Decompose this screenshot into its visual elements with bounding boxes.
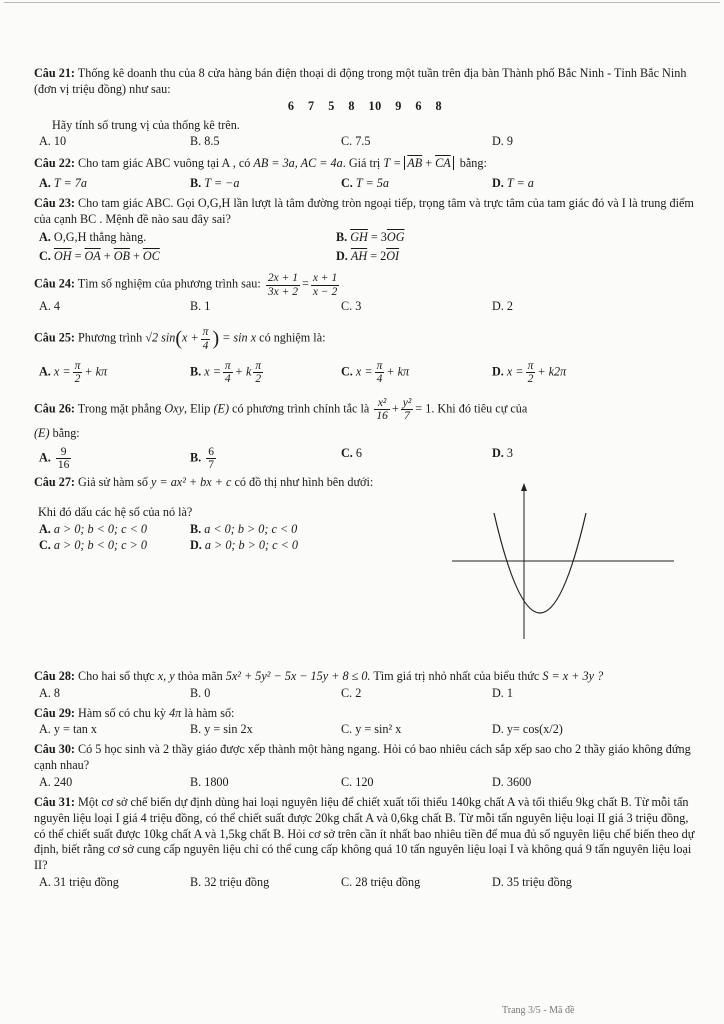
question-stem: Thống kê doanh thu của 8 cửa hàng bán điện thoại di động trong một tuần trên địa bàn Thành phố Bắc Ninh - Tỉnh Bắc Ninh (đơn vị triệu đồng) như sau: [34,66,687,96]
parabola-graph [452,481,674,641]
numerator: 2x + 1 [267,272,298,285]
option-letter: D. [190,538,202,553]
vector-og: $\overline{OG}$ [386,229,405,244]
plus-sign: + [133,248,140,263]
plus-k-pi: + kπ [386,363,410,378]
numerator: π [376,359,383,372]
question-22 [34,156,696,192]
option-letter: A. [39,176,51,191]
option-letter: C. [341,363,353,378]
fraction-y2-7 [401,397,414,422]
question-ask: Hãy tính số trung vị của thống kê trên. [52,117,240,132]
condition: 5x² + 5y² − 5x − 15y + 8 ≤ 0. [225,668,371,683]
question-label: Câu 29: [34,705,75,720]
paren-close: ) [212,328,220,350]
question-31 [34,795,696,891]
condition: AB = 3a, AC = 4a [253,156,343,171]
option-c[interactable]: C. 2 [341,685,362,700]
vector-ob: $\overline{OB}$ [113,248,130,263]
vector-oc: $\overline{OC}$ [142,248,160,263]
fraction-pi-2 [253,360,263,385]
option-b[interactable]: B. y = sin 2x [190,722,253,737]
expr-T: T = [383,156,402,171]
option-c[interactable] [336,360,487,385]
option-text: a > 0; b < 0; c < 0 [53,521,147,536]
option-d[interactable]: D. 3600 [492,774,532,789]
option-d[interactable]: D. y= cos(x/2) [492,722,563,737]
option-d[interactable]: D. 35 triệu đồng [492,875,572,890]
numerator: π [527,359,534,372]
vector-ah: $\overline{AH}$ [350,248,368,263]
option-letter: C. [39,248,51,263]
x-equals: x = [506,363,524,378]
option-c[interactable]: C. y = sin² x [341,722,402,737]
option-text: a > 0; b > 0; c < 0 [204,538,298,553]
x-equals: x = [355,363,373,378]
option-letter: B. [190,521,202,536]
vector-oi: $\overline{OI}$ [386,248,400,263]
denominator: 16 [376,409,388,422]
answer-options-row-1 [34,230,696,246]
inner-expression: x + [181,330,199,345]
denominator: 3x + 2 [267,285,298,298]
question-23 [34,196,696,264]
option-d[interactable]: D. 9 [492,134,513,149]
option-text: T = −a [204,176,240,191]
denominator: 7 [208,458,214,471]
option-text: O,G,H thẳng hàng. [53,229,147,244]
fraction-pi-4 [223,360,233,385]
option-c[interactable] [336,176,487,192]
option-letter: D. [492,176,504,191]
option-d[interactable] [487,446,513,471]
question-27 [34,475,696,665]
plane-oxy: Oxy [164,401,184,416]
denominator: 4 [376,372,383,385]
paren-open: ( [175,328,182,350]
option-a[interactable] [34,230,331,246]
answer-options [34,446,696,471]
denominator: 2 [74,372,81,385]
option-a[interactable]: A. 31 triệu đồng [39,875,119,890]
option-d[interactable] [487,176,534,192]
option-d[interactable] [331,249,636,265]
numerator: π [255,359,262,372]
data-values: 6 7 5 8 10 9 6 8 [287,98,443,113]
plus-k-pi: + kπ [84,363,108,378]
question-stem-2: có nghiệm là: [259,330,326,345]
question-25 [34,326,696,384]
question-stem-2: , Elip [183,401,211,416]
question-stem: Cho tam giác ABC vuông tại A , có [78,156,251,171]
option-a[interactable]: A. 10 [39,134,67,149]
answer-options [34,134,696,150]
fraction-option-b [206,446,216,471]
option-letter: B. [190,363,202,378]
option-text: = 3 [370,229,387,244]
option-letter: B. [190,176,202,191]
option-letter: B. [190,450,202,465]
equals-sign: = [301,276,309,291]
function-expression: y = ax² + bx + c [150,474,232,489]
option-d[interactable]: D. 2 [492,298,513,313]
question-30 [34,742,696,791]
question-stem: Hàm số có chu kỳ [78,705,167,720]
option-text: T = 7a [53,176,87,191]
fraction-x2-16 [374,397,390,422]
expression-s: S = x + 3y ? [542,668,604,683]
denominator: 2 [255,372,262,385]
parabola-curve [494,513,586,613]
question-stem: Trong mặt phẳng [77,401,162,416]
question-label: Câu 22: [34,156,75,171]
question-stem: Có 5 học sinh và 2 thầy giáo được xếp thành một hàng ngang. Hỏi có bao nhiêu cách sắp xếp sao cho 2 thầy giáo không đứng cạnh nhau? [34,742,691,773]
question-stem-2: là hàm số: [184,705,235,720]
vector-ab: $\overline{AB}$ [407,156,423,171]
plus-k2-pi: + k2π [537,363,567,378]
option-c[interactable]: C. 3 [341,298,362,313]
option-c[interactable]: C. 120 [341,774,374,789]
answer-options [34,775,696,791]
x-equals: x = [53,363,71,378]
option-letter: C. [39,538,51,553]
exam-page [34,66,696,895]
question-24 [34,272,696,314]
option-letter: A. [39,229,51,244]
question-stem-2: có đồ thị như hình bên dưới: [234,474,374,489]
answer-options [34,875,696,891]
y-axis-arrow [521,483,527,491]
option-text: a < 0; b > 0; c < 0 [204,521,298,536]
numerator: π [224,359,231,372]
page-footer: Trang 3/5 - Mã đề [502,1005,575,1016]
question-label: Câu 24: [34,276,75,291]
question-label: Câu 21: [34,66,75,80]
option-c[interactable]: C. 7.5 [341,134,371,149]
question-label: Câu 31: [34,794,75,809]
option-b[interactable] [185,446,336,471]
plus-sign: + [391,401,399,416]
option-letter: A. [39,363,51,378]
option-a[interactable]: A. 240 [39,774,73,789]
option-a[interactable]: A. y = tan x [39,722,97,737]
numerator: x + 1 [312,272,338,285]
option-letter: C. [341,176,353,191]
question-stem-4: . Khi đó tiêu cự của [431,401,528,416]
option-a[interactable] [34,176,185,192]
question-stem-2: . Giá trị [342,156,381,171]
option-b[interactable]: B. 0 [190,685,211,700]
numerator: x² [374,397,390,410]
abs-expression [404,156,453,170]
answer-options-row-2 [34,249,696,265]
question-26 [34,397,696,471]
option-a[interactable]: A. 8 [39,685,60,700]
option-letter: C. [341,445,353,460]
denominator: 16 [57,458,70,471]
denominator: 4 [202,339,209,352]
option-text: = 2 [370,248,387,263]
answer-options [34,176,696,192]
numerator: y² [402,396,412,409]
option-b[interactable] [185,176,336,192]
top-rule [4,2,720,3]
question-stem-2: thỏa mãn [177,668,223,683]
denominator: x − 2 [312,285,338,298]
denominator: 4 [224,372,231,385]
question-label: Câu 25: [34,330,75,345]
vector-gh: $\overline{GH}$ [350,229,368,244]
question-ask: Khi đó dấu các hệ số của nó là? [38,504,193,519]
option-letter: A. [39,521,51,536]
question-stem: Cho hai số thực [78,668,155,683]
question-stem: Tìm số nghiệm của phương trình sau: [77,276,261,291]
option-letter: D. [492,363,504,378]
option-text: T = a [506,176,534,191]
option-c[interactable] [34,538,185,554]
fraction-pi-4 [375,360,385,385]
ellipse-e: (E) [34,425,50,440]
question-29 [34,706,696,739]
option-b[interactable] [185,360,336,385]
question-label: Câu 28: [34,668,75,683]
fraction-option-a [56,446,72,471]
option-b[interactable]: B. 1 [190,298,211,313]
vector-oa: $\overline{OA}$ [84,248,101,263]
option-c[interactable] [336,446,487,471]
option-d[interactable] [185,538,298,554]
question-stem-3: có phương trình chính tắc là [232,401,370,416]
question-stem-3: bằng: [459,156,487,171]
option-a[interactable] [34,522,185,538]
option-b[interactable]: B. 32 triệu đồng [190,875,270,890]
plus-sign: + [425,156,433,171]
ellipse-e: (E) [213,401,229,416]
option-text: T = 5a [355,176,389,191]
fraction-pi-4 [201,326,211,351]
question-stem: Một cơ sở chế biến dự định dùng hai loại nguyên liệu để chiết xuất tối thiểu 140kg chất A và tối thiểu 9kg chất B. Từ mỗi tấn nguyên liệu loại I giá 4 triệu đồng, có thể chiết suất được 20kg chất A và 0,6kg chất B. Từ mỗi tấn nguyên liệu loại II giá 3 triệu đồng, có thể chiết suất được 10kg chất A và 1,5kg chất B. Hỏi cơ sở trên cần ít nhất bao nhiêu tiền để mua đủ số nguyên liệu chế biến theo dự định, biết rằng cơ sở cung cấp nguyên liệu chỉ có thể cung cấp không quá 10 tấn nguyên liệu loại I và không quá 9 tấn nguyên liệu loại II? [34,794,695,873]
fraction-left [266,272,300,297]
option-text: 3 [506,445,513,460]
numerator: 6 [208,445,214,458]
vector-oh: $\overline{OH}$ [53,248,72,263]
option-letter: A. [39,450,51,465]
option-b[interactable] [185,522,297,538]
question-stem-3: Tìm giá trị nhỏ nhất của biểu thức [373,668,540,683]
question-stem: Giả sử hàm số [78,474,148,489]
plus-k: + k [234,363,252,378]
question-21 [34,66,696,150]
answer-options [34,722,696,738]
rhs-expression: = sin x [222,330,257,345]
equals-one: = 1 [415,401,432,416]
variables: x, y [157,668,175,683]
question-label: Câu 26: [34,401,75,416]
option-letter: B. [336,229,348,244]
option-c[interactable] [34,249,331,265]
option-b[interactable] [331,230,636,246]
answer-options [34,686,696,702]
x-equals: x = [204,363,221,378]
option-b[interactable]: B. 1800 [190,774,229,789]
question-stem-5: bằng: [52,425,80,440]
option-a[interactable] [34,446,185,471]
vector-ca: $\overline{CA}$ [435,156,451,171]
numerator: π [202,326,209,339]
question-stem: Cho tam giác ABC. Gọi O,G,H lần lượt là tâm đường tròn ngoại tiếp, trọng tâm và trực tâm của tam giác đó và I là trung điểm của cạnh BC . Mệnh đề nào sau đây sai? [34,196,694,226]
fraction-pi-2 [526,360,536,385]
option-letter: D. [492,445,504,460]
option-b[interactable]: B. 8.5 [190,134,220,149]
question-label: Câu 30: [34,742,75,757]
question-stem: Phương trình [78,330,143,345]
option-d[interactable] [487,360,566,385]
equals-sign: = [74,248,82,263]
option-letter: D. [336,248,348,263]
option-text: a > 0; b < 0; c > 0 [53,538,147,553]
question-label: Câu 27: [34,474,75,489]
option-d[interactable]: D. 1 [492,685,513,700]
period: 4π [169,705,182,720]
question-28 [34,669,696,702]
denominator: 7 [404,409,410,422]
answer-options [34,360,696,385]
question-label: Câu 23: [34,196,75,211]
answer-options [34,299,696,315]
fraction-right [311,272,339,297]
plus-sign: + [103,248,111,263]
fraction-pi-2 [73,360,83,385]
option-text: 6 [355,445,362,460]
numerator: π [74,359,81,372]
numerator: 9 [56,446,72,459]
lhs-expression: √2 sin [145,330,176,345]
denominator: 2 [527,372,534,385]
option-a[interactable]: A. 4 [39,298,60,313]
option-c[interactable]: C. 28 triệu đồng [341,875,421,890]
option-a[interactable] [34,360,185,385]
